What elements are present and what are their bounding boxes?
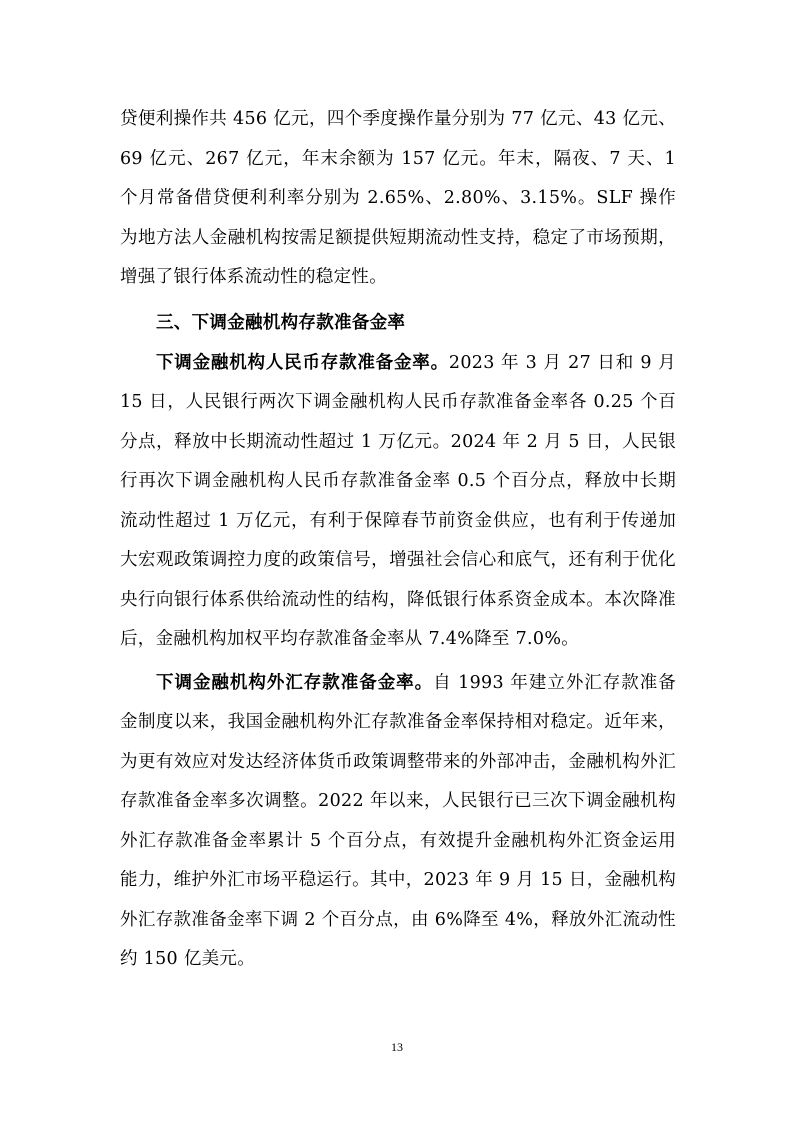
fx-rrr-body: 自 1993 年建立外汇存款准备金制度以来，我国金融机构外汇存款准备金率保持相对稳定。近年来，为更有效应对发达经济体货币政策调整带来的外部冲击，金融机构外汇存款准备金率多次调整。2022 年以来，人民银行已三次下调金融机构外汇存款准备金率累计 5 个百分点，有效提升金融机构外汇资金运用能力，维护外汇市场平稳运行。其中，2023 年 9 月 15 日，金融机构外汇存款准备金率下调 2 个百分点，由 6%降至 4%，释放外汇流动性约 150 亿美元。 [120,672,677,969]
page-body [120,100,676,980]
fx-rrr-lead: 下调金融机构外汇存款准备金率。 [156,672,434,693]
rmb-rrr-paragraph [120,344,676,660]
rmb-rrr-body: 2023 年 3 月 27 日和 9 月 15 日，人民银行两次下调金融机构人民币存款准备金率各 0.25 个百分点，释放中长期流动性超过 1 万亿元。2024 年 2 月 5 日，人民银行再次下调金融机构人民币存款准备金率 0.5 个百分点，释放中长期流动性超过 1 万亿元，有利于保障春节前资金供应，也有利于传递加大宏观政策调控力度的政策信号，增强社会信心和底气，还有利于优化央行向银行体系供给流动性的结构，降低银行体系资金成本。本次降准后，金融机构加权平均存款准备金率从 7.4%降至 7.0%。 [120,352,676,649]
section-heading: 三、下调金融机构存款准备金率 [156,312,406,333]
rmb-rrr-lead: 下调金融机构人民币存款准备金率。 [156,352,449,373]
fx-rrr-paragraph [120,664,676,980]
continued-paragraph: 贷便利操作共 456 亿元，四个季度操作量分别为 77 亿元、43 亿元、69 亿元、267 亿元，年末余额为 157 亿元。年末，隔夜、7 天、1 个月常备借贷便利利率分别为 2.65%、2.80%、3.15%。SLF 操作为地方法人金融机构按需足额提供短期流动性支持，稳定了市场预期，增强了银行体系流动性的稳定性。 [120,109,676,287]
page-number: 13 [391,1040,403,1054]
